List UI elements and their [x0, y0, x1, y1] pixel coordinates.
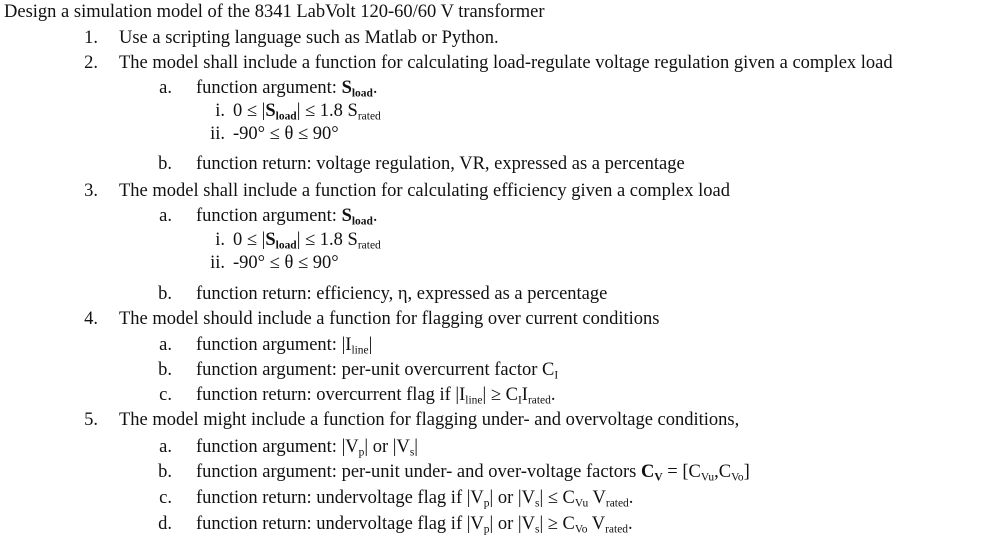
list-item-5a: function argument: $|V_p|$ or $|V_s|$	[196, 437, 418, 459]
list-marker-3a-i: i.	[215, 230, 225, 250]
list-item-3: The model shall include a function for calculating efficiency given a complex load	[119, 181, 730, 201]
list-item-4c: function return: overcurrent flag if $|I_{line}| \ge C_II_{rated}$.	[196, 385, 556, 407]
list-item-5: The model might include a function for flagging under- and overvoltage conditions,	[119, 410, 740, 430]
list-item-4b: function argument: per-unit overcurrent factor $C_I$	[196, 360, 559, 382]
list-marker-5c: c.	[159, 488, 172, 508]
list-number-4: 4.	[84, 309, 98, 329]
list-marker-3a-ii: ii.	[210, 253, 225, 273]
list-number-1: 1.	[84, 28, 98, 48]
list-item-3a-ii: -90° ≤ θ ≤ 90°	[233, 253, 339, 273]
list-marker-2a-i: i.	[215, 101, 225, 121]
list-marker-5b: b.	[158, 462, 172, 482]
list-marker-2b: b.	[158, 154, 172, 174]
list-item-4a: function argument: $|I_{line}|$	[196, 335, 373, 357]
list-marker-2a-ii: ii.	[210, 124, 225, 144]
list-item-5b: function argument: per-unit under- and over-voltage factors $C_V = [C_{Vu},C_{Vo}]$	[196, 462, 750, 484]
document-title: Design a simulation model of the 8341 LabVolt 120-60/60 V transformer	[4, 2, 545, 22]
list-item-5d: function return: undervoltage flag if $|V_p|$ or $|V_s| \ge C_{Vo}$ $V_{rated}$.	[196, 514, 633, 536]
list-item-3b: function return: efficiency, η, expressed as a percentage	[196, 284, 608, 304]
list-marker-4c: c.	[159, 385, 172, 405]
list-item-1: Use a scripting language such as Matlab or Python.	[119, 28, 499, 48]
list-item-2a: function argument: $S_{load}$.	[196, 78, 378, 100]
list-item-4: The model should include a function for flagging over current conditions	[119, 309, 660, 329]
list-item-2: The model shall include a function for calculating load-regulate voltage regulation given a complex load	[119, 53, 893, 73]
list-item-2a-i: $0 \le |S_{load}| \le 1.8$ $S_{rated}$	[233, 101, 381, 123]
list-marker-2a: a.	[159, 78, 172, 98]
list-number-3: 3.	[84, 181, 98, 201]
list-marker-4b: b.	[158, 360, 172, 380]
list-number-5: 5.	[84, 410, 98, 430]
list-item-3a-i: $0 \le |S_{load}| \le 1.8$ $S_{rated}$	[233, 230, 381, 252]
list-item-2b: function return: voltage regulation, VR, expressed as a percentage	[196, 154, 685, 174]
list-marker-5d: d.	[158, 514, 172, 534]
list-marker-4a: a.	[159, 335, 172, 355]
list-item-5c: function return: undervoltage flag if $|V_p|$ or $|V_s| \le C_{Vu}$ $V_{rated}$.	[196, 488, 634, 510]
list-marker-3b: b.	[158, 284, 172, 304]
list-marker-5a: a.	[159, 437, 172, 457]
list-marker-3a: a.	[159, 206, 172, 226]
list-item-2a-ii: -90° ≤ θ ≤ 90°	[233, 124, 339, 144]
list-item-3a: function argument: $S_{load}$.	[196, 206, 378, 228]
list-number-2: 2.	[84, 53, 98, 73]
